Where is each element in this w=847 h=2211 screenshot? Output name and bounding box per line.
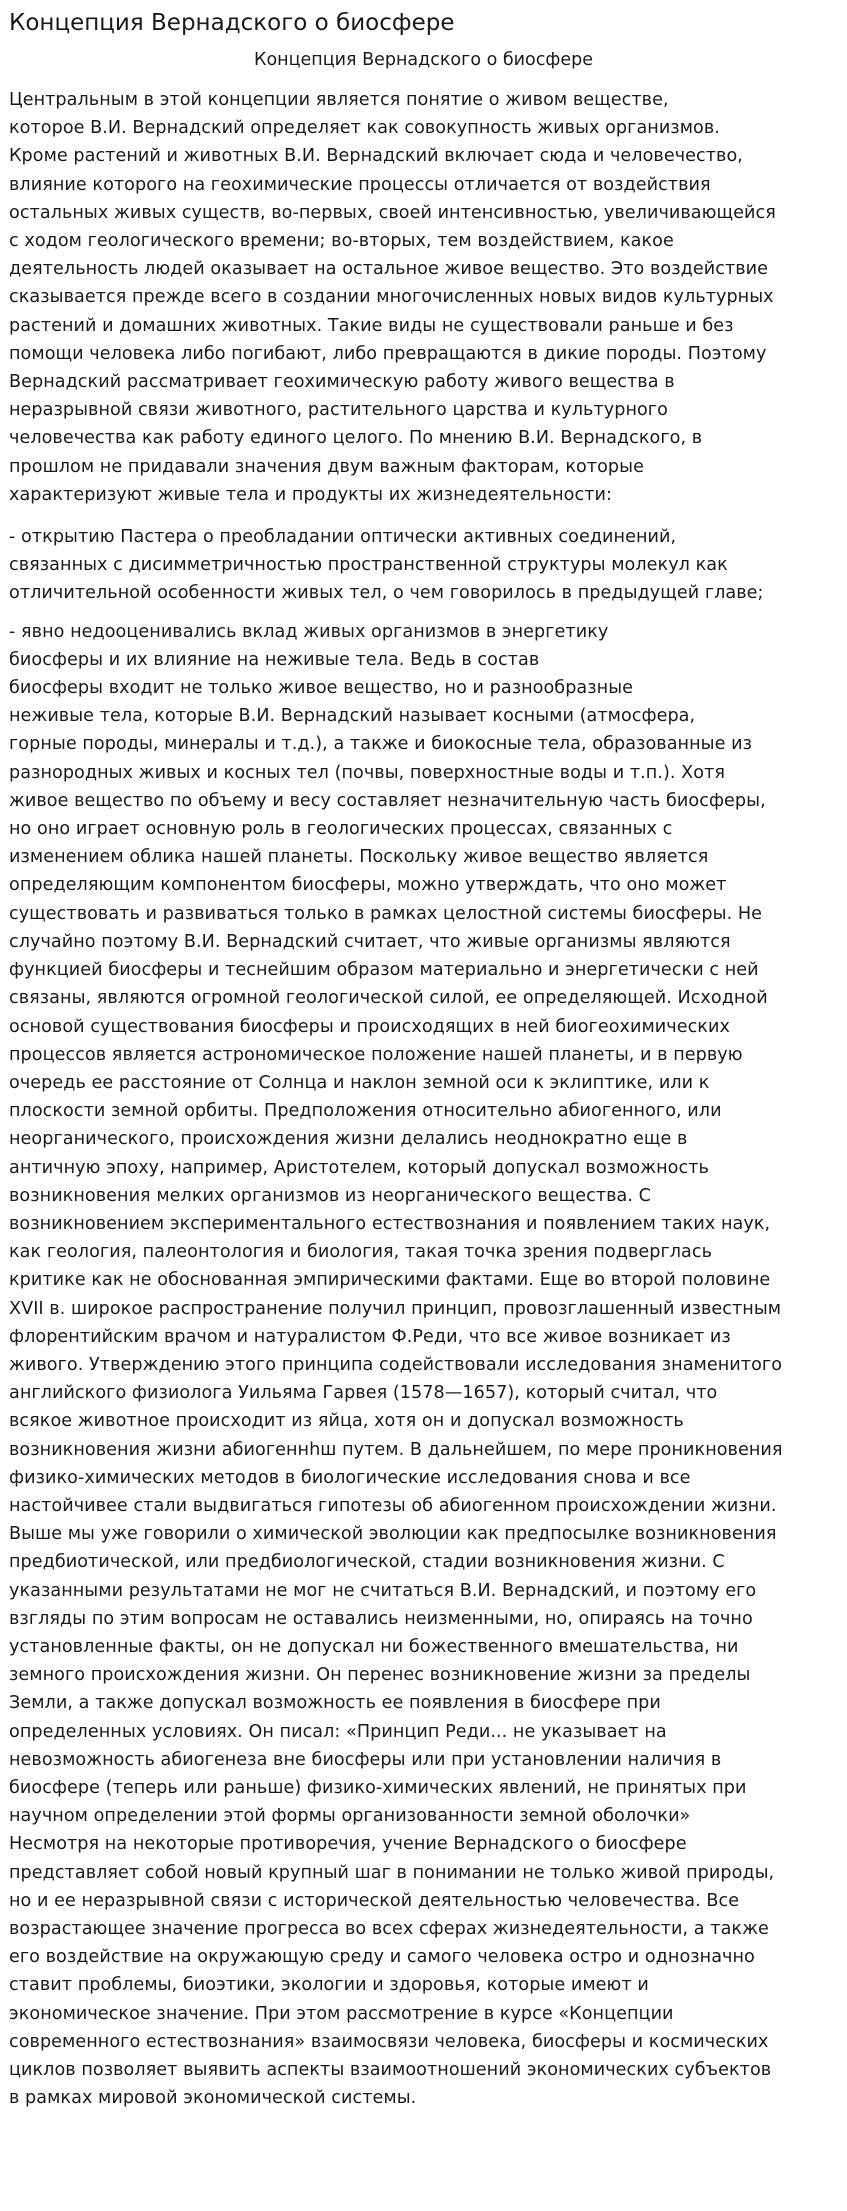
paragraph-main: - явно недооценивались вклад живых организмов в энергетику биосферы и их влияние на неживые тела. Ведь в состав биосферы входит не только живое вещество, но и разнообразные неживые тела, которые В.И. Вернадский называет косными (атмосфера, горные породы, минералы и т.д.), а также и биокосные тела, образованные из разнородных живых и косных тел (почвы, поверхностные воды и т.п.). Хотя живое вещество по объему и весу составляет незначительную часть биосферы, но оно играет основную роль в геологических процессах, связанных с изменением облика нашей планеты. Поскольку живое вещество является определяющим компонентом биосферы, можно утверждать, что оно может существовать и развиваться только в рамках целостной системы биосферы. Не случайно поэтому В.И. Вернадский считает, что живые организмы являются функцией биосферы и теснейшим образом материально и энергетически с ней связаны, являются огромной геологической силой, ее определяющей. Исходной основой существования биосферы и происходящих в ней биогеохимических процессов является астрономическое положение нашей планеты, и в первую очередь ее расстояние от Солнца и наклон земной оси к эклиптике, или к плоскости земной орбиты. Предположения относительно абиогенного, или неорганического, происхождения жизни делались неоднократно еще в античную эпоху, например, Аристотелем, который допускал возможность возникновения мелких организмов из неорганического вещества. С возникновением экспериментального естествознания и появлением таких наук, как геология, палеонтология и биология, такая точка зрения подверглась критике как не обоснованная эмпирическими фактами. Еще во второй половине XVII в. широкое распространение получил принцип, провозглашенный известным флорентийским врачом и натуралистом Ф.Реди, что все живое возникает из живого. Утверждению этого принципа содействовали исследования знаменитого английского физиолога Уильяма Гарвея (1578—1657), который считал, что всякое животное происходит из яйца, хотя он и допускал возможность возникновения жизни абиогеннһш путем. В дальнейшем, по мере проникновения физико-химических методов в биологические исследования снова и все настойчивее стали выдвигаться гипотезы об абиогенном происхождении жизни. Выше мы уже говорили о химической эволюции как предпосылке возникновения предбиотической, или предбиологической, стадии возникновения жизни. С указанными результатами не мог не считаться В.И. Вернадский, и поэтому его взгляды по этим вопросам не оставались неизменными, но, опираясь на точно установленные факты, он не допускал ни божественного вмешательства, ни земного происхождения жизни. Он перенес возникновение жизни за пределы Земли, а также допускал возможность ее появления в биосфере при определенных условиях. Он писал: «Принцип Реди... не указывает на невозможность абиогенеза вне биосферы или при установлении наличия в биосфере (теперь или раньше) физико-химических явлений, не принятых при научном определении этой формы организованности земной оболочки» Несмотря на некоторые противоречия, учение Вернадского о биосфере представляет собой новый крупный шаг в понимании не только живой природы, но и ее неразрывной связи с исторической деятельностью человечества. Все возрастающее значение прогресса во всех сферах жизнедеятельности, а также его воздействие на окружающую среду и самого человека остро и однозначно ставит проблемы, биоэтики, экологии и здоровья, которые имеют и экономическое значение. При этом рассмотрение в курсе «Концепции современного естествознания» взаимосвязи человека, биосферы и космических циклов позволяет выявить аспекты взаимоотношений экономических субъектов в рамках мировой экономической системы. [9, 621, 783, 2109]
document-subtitle: Концепция Вернадского о биосфере [254, 50, 593, 70]
paragraph-pasteur: - открытию Пастера о преобладании оптически активных соединений, связанных с дисимметричностью пространственной структуры молекул как отличительной особенности живых тел, о чем говорилось в предыдущей главе; [9, 527, 764, 604]
paragraph-intro: Центральным в этой концепции является понятие о живом веществе, которое В.И. Вернадский определяет как совокупность живых организмов. Кроме растений и животных В.И. Вернадский включает сюда и человечество, влияние которого на геохимические процессы отличается от воздействия остальных живых существ, во-первых, своей интенсивностью, увеличивающейся с ходом геологического времени; во-вторых, тем воздействием, какое деятельность людей оказывает на остальное живое вещество. Это воздействие сказывается прежде всего в создании многочисленных новых видов культурных растений и домашних животных. Такие виды не существовали раньше и без помощи человека либо погибают, либо превращаются в дикие породы. Поэтому Вернадский рассматривает геохимическую работу живого вещества в неразрывной связи животного, растительного царства и культурного человечества как работу единого целого. По мнению В.И. Вернадского, в прошлом не придавали значения двум важным факторам, которые характеризуют живые тела и продукты их жизнедеятельности: [9, 90, 776, 505]
page-title: Концепция Вернадского о биосфере [9, 10, 455, 36]
